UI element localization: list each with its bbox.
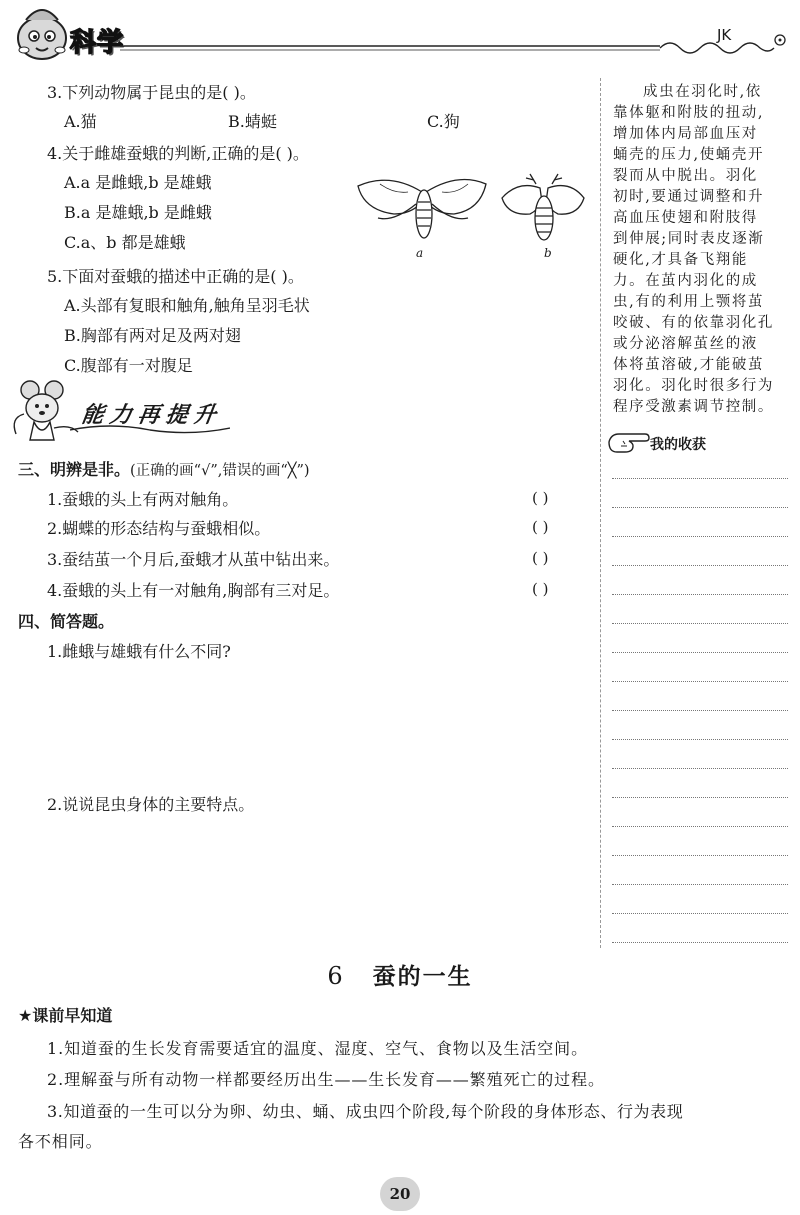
section-4-title: 四、简答题。 (18, 612, 115, 631)
harvest-line (612, 913, 788, 914)
harvest-line (612, 768, 788, 769)
harvest-line (612, 652, 788, 653)
sidebar-note-line: 虫,有的利用上颚将茧 (613, 294, 765, 310)
mascot-logo-icon (12, 4, 72, 62)
short-answer-q1: 1.雌蛾与雄蛾有什么不同? (47, 642, 231, 661)
harvest-line (612, 884, 788, 885)
ability-banner-title: 能力再提升 (79, 403, 224, 428)
page-number-badge (380, 1177, 420, 1211)
moth-a-label: a (416, 246, 424, 260)
moth-figure (350, 170, 590, 260)
preview-title: ★课前早知道 (18, 1006, 113, 1025)
preview-item-3-cont: 各不相同。 (18, 1132, 103, 1151)
sidebar-note-line: 靠体躯和附肢的扭动, (613, 105, 765, 121)
harvest-line (612, 623, 788, 624)
judge-item-1: 1.蚕蛾的头上有两对触角。 (47, 490, 239, 509)
sidebar-note-line: 程序受激素调节控制。 (613, 399, 774, 415)
harvest-line (612, 797, 788, 798)
question-3-stem: 3.下列动物属于昆虫的是( )。 (47, 83, 256, 102)
question-4-option-a: A.a 是雌蛾,b 是雄蛾 (64, 173, 212, 192)
preview-item-1: 1.知道蚕的生长发育需要适宜的温度、湿度、空气、食物以及生活空间。 (47, 1039, 588, 1058)
question-3-option-c: C.狗 (427, 112, 460, 131)
section-3-heading (18, 459, 310, 482)
sidebar-note-line: 蛹壳的压力,使蛹壳开 (613, 147, 765, 163)
sidebar-note-line: 成虫在羽化时,依 (643, 84, 762, 100)
preview-item-2: 2.理解蚕与所有动物一样都要经历出生——生长发育——繁殖死亡的过程。 (47, 1070, 605, 1089)
sidebar-note-line: 裂而从中脱出。羽化 (613, 168, 758, 184)
sidebar-note-line: 羽化。羽化时很多行为 (613, 378, 774, 394)
question-5-stem: 5.下面对蚕蛾的描述中正确的是( )。 (47, 267, 304, 286)
harvest-line (612, 739, 788, 740)
sidebar-note-line: 体将茧溶破,才能破茧 (613, 357, 765, 373)
sidebar-note-line: 或分泌溶解茧丝的液 (613, 336, 758, 352)
pointing-hand-icon (607, 430, 651, 456)
question-3-option-a: A.猫 (64, 112, 97, 131)
sidebar-note-line: 增加体内局部血压对 (613, 126, 758, 142)
subject-title: 科学 (70, 28, 125, 58)
harvest-line (612, 826, 788, 827)
section-3-title: 三、明辨是非。 (18, 460, 131, 479)
page-number: 20 (389, 1185, 411, 1203)
question-4-option-c: C.a、b 都是雄蛾 (64, 233, 186, 252)
judge-item-4: 4.蚕蛾的头上有一对触角,胸部有三对足。 (47, 581, 340, 600)
lesson-number: 6 (327, 962, 343, 990)
sidebar-note-line: 高血压使翅和附肢得 (613, 210, 758, 226)
lesson-heading (0, 958, 800, 991)
sidebar-note-line: 力。在茧内羽化的成 (613, 273, 758, 289)
harvest-line (612, 565, 788, 566)
page-header (0, 0, 800, 70)
judge-answer-1[interactable]: ( ) (532, 489, 549, 507)
judge-answer-3[interactable]: ( ) (532, 549, 549, 567)
harvest-line (612, 942, 788, 943)
preview-item-3: 3.知道蚕的一生可以分为卵、幼虫、蛹、成虫四个阶段,每个阶段的身体形态、行为表现 (47, 1102, 684, 1121)
question-5-option-a: A.头部有复眼和触角,触角呈羽毛状 (64, 296, 310, 315)
ability-banner (10, 378, 230, 448)
question-5-option-c: C.腹部有一对腹足 (64, 356, 193, 375)
judge-answer-2[interactable]: ( ) (532, 518, 549, 536)
harvest-line (612, 681, 788, 682)
sidebar-divider (600, 78, 601, 948)
sidebar-note-line: 硬化,才具备飞翔能 (613, 252, 749, 268)
short-answer-q2: 2.说说昆虫身体的主要特点。 (47, 795, 255, 814)
sidebar-note-line: 初时,要通过调整和升 (613, 189, 765, 205)
harvest-line (612, 710, 788, 711)
moth-b-icon (502, 174, 584, 240)
harvest-label: 我的收获 (650, 437, 706, 453)
moth-b-label: b (544, 246, 552, 260)
judge-item-3: 3.蚕结茧一个月后,蚕蛾才从茧中钻出来。 (47, 550, 340, 569)
edition-label: JK (717, 26, 732, 44)
short-answer-q1-space[interactable] (47, 668, 587, 788)
moth-a-icon (358, 180, 486, 239)
section-3-instruction: (正确的画“√”,错误的画“╳”) (130, 463, 310, 479)
harvest-line (612, 536, 788, 537)
sidebar-note-line: 到伸展;同时表皮逐渐 (613, 231, 765, 247)
harvest-line (612, 855, 788, 856)
harvest-line (612, 507, 788, 508)
harvest-line (612, 478, 788, 479)
question-5-option-b: B.胸部有两对足及两对翅 (64, 326, 241, 345)
question-4-option-b: B.a 是雄蛾,b 是雌蛾 (64, 203, 212, 222)
header-rule (120, 30, 800, 60)
question-4-stem: 4.关于雌雄蚕蛾的判断,正确的是( )。 (47, 144, 309, 163)
question-3-option-b: B.蜻蜓 (228, 112, 277, 131)
judge-answer-4[interactable]: ( ) (532, 580, 549, 598)
lesson-title: 蚕的一生 (372, 964, 473, 990)
sidebar-note-line: 咬破、有的依靠羽化孔 (613, 315, 774, 331)
short-answer-q2-space[interactable] (47, 822, 587, 942)
judge-item-2: 2.蝴蝶的形态结构与蚕蛾相似。 (47, 519, 271, 538)
harvest-line (612, 594, 788, 595)
